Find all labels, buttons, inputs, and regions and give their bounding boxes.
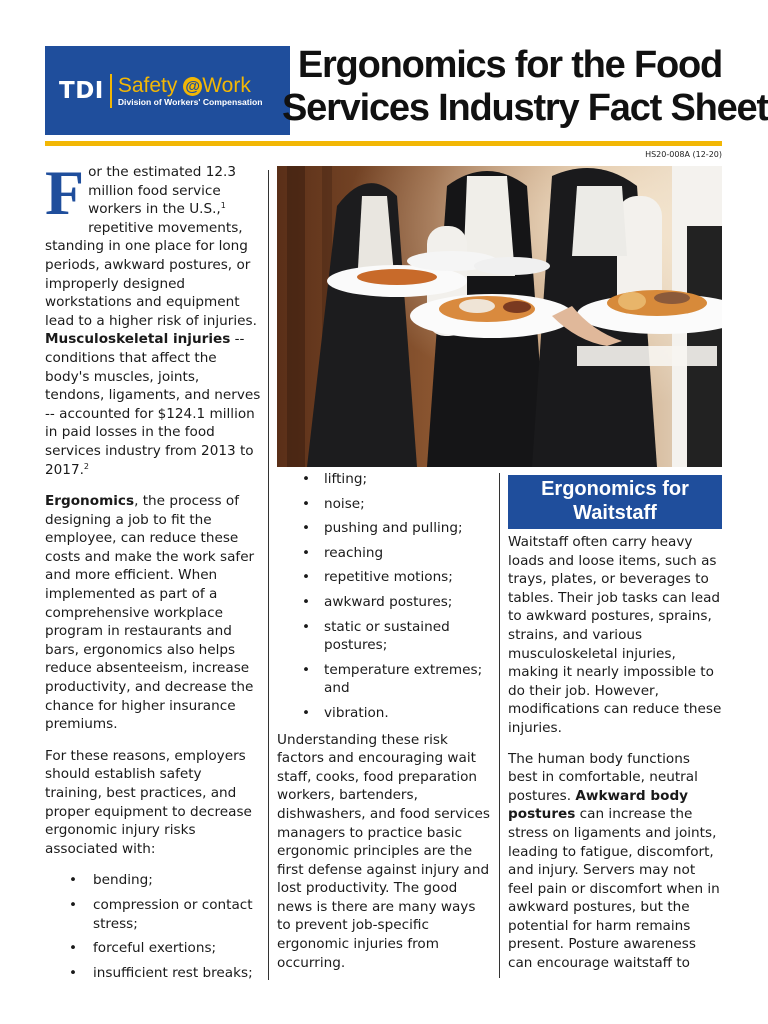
column-divider-2 xyxy=(499,473,500,978)
logo-brand-post: Work xyxy=(202,74,251,97)
intro-p1-c: -- conditions that affect the body's muscles, joints, tendons, ligaments, and nerves -- accounted for $124.1 million in paid losses in the food services industry from 2013 to 2017. xyxy=(45,331,261,478)
document-code: HS20-008A (12-20) xyxy=(645,150,722,159)
intro-column xyxy=(45,157,261,988)
list-item: • repetitive motions; xyxy=(277,568,492,587)
list-item: • compression or contact stress; xyxy=(45,896,261,933)
intro-paragraph-3: For these reasons, employers should establish safety training, best practices, and proper equipment to decrease ergonomic injury risks associated with: xyxy=(45,747,252,857)
waitstaff-p2-bold: Awkward body postures xyxy=(508,787,689,823)
risk-list-1 xyxy=(45,871,261,982)
list-item: • lifting; xyxy=(277,470,492,489)
page-title-line1: Ergonomics for the Food xyxy=(297,44,722,86)
page-title xyxy=(282,44,768,130)
intro-p2-rest: , the process of designing a job to fit the employee, can reduce these costs and make the work safer and more efficient. When implemented as part of a comprehensive workplace program in restaurants and bars, ergonomics also helps reduce absenteeism, increase productivity, and decrease the chance for higher insurance premiums. xyxy=(45,493,255,733)
list-item: • vibration. xyxy=(277,704,492,723)
waitstaff-column xyxy=(508,475,722,985)
section-heading-line2: Waitstaff xyxy=(573,502,657,524)
waitstaff-p2-b: can increase the stress on ligaments and joints, leading to fatigue, discomfort, and injury. Servers may not feel pain or discomfort when in awkward postures, but the potential for harm remains present. Posture awareness can encourage waitstaff to xyxy=(508,806,720,972)
intro-p1-a: or the estimated 12.3 million food service workers in the U.S., xyxy=(88,164,236,218)
logo-brand xyxy=(118,74,263,97)
waitstaff-photo-image xyxy=(277,166,722,467)
risk-list-2 xyxy=(277,470,492,723)
waitstaff-paragraph-1: Waitstaff often carry heavy loads and loose items, such as trays, plates, or beverages to tables. Their job tasks can lead to awkward postures, sprains, strains, and various musculoskeletal injuries, making it nearly impossible to do their job. However, modifications can reduce these injuries. xyxy=(508,534,722,736)
logo-separator xyxy=(110,74,112,108)
list-item: • reaching xyxy=(277,544,492,563)
list-item: • insufficient rest breaks; xyxy=(45,964,261,983)
intro-p1-b: repetitive movements, standing in one place for long periods, awkward postures, or improperly designed workstations and equipment lead to a higher risk of injuries. xyxy=(45,219,257,329)
list-item: • awkward postures; xyxy=(277,593,492,612)
waitstaff-paragraph-2 xyxy=(508,750,722,973)
footnote-ref-2: 2 xyxy=(83,461,90,471)
tdi-logo xyxy=(45,46,290,135)
page-title-line2: Services Industry Fact Sheet xyxy=(282,87,768,129)
list-item: • pushing and pulling; xyxy=(277,519,492,538)
understanding-paragraph: Understanding these risk factors and encouraging wait staff, cooks, food preparation workers, bartenders, dishwashers, and food services managers to practice basic ergonomic principles are the first defense against injury and lost productivity. The good news is there are many ways to prevent job-specific ergonomic injuries from occurring. xyxy=(277,731,490,971)
logo-org-text: TDI xyxy=(59,77,104,104)
intro-p1-bold: Musculoskeletal injuries xyxy=(45,331,231,348)
list-item: • bending; xyxy=(45,871,261,890)
logo-text-group xyxy=(118,74,263,107)
waitstaff-photo xyxy=(277,166,722,467)
logo-at-icon: @ xyxy=(183,77,202,96)
list-item: • temperature extremes; and xyxy=(277,661,492,698)
title-rule xyxy=(45,141,722,146)
section-heading-waitstaff xyxy=(508,475,722,529)
list-item: • forceful exertions; xyxy=(45,939,261,958)
intro-p2-bold: Ergonomics xyxy=(45,493,135,510)
risk-column xyxy=(277,470,492,972)
logo-division: Division of Workers' Compensation xyxy=(117,97,263,107)
logo-brand-pre: Safety xyxy=(117,74,178,97)
footnote-ref-1: 1 xyxy=(220,201,226,211)
list-item: • noise; xyxy=(277,495,492,514)
section-heading-line1: Ergonomics for xyxy=(541,478,689,500)
intro-paragraph-1 xyxy=(45,157,261,479)
column-divider-1 xyxy=(268,170,269,980)
intro-paragraph-2 xyxy=(45,492,261,734)
list-item: • static or sustained postures; xyxy=(277,618,492,655)
waitstaff-p2-a: The human body functions best in comfortable, neutral postures. xyxy=(508,750,698,804)
drop-cap: F xyxy=(45,157,85,228)
